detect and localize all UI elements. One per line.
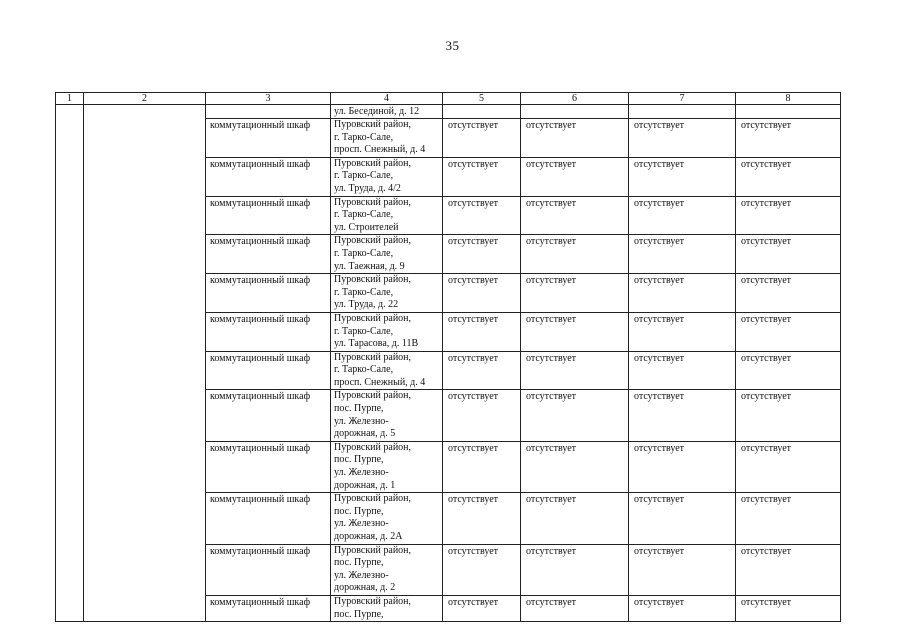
cell-c7-value: отсутствует	[629, 544, 736, 595]
cell-c7-value: отсутствует	[629, 595, 736, 621]
cell-c5-value: отсутствует	[443, 157, 521, 196]
address-line: дорожная, д. 2А	[334, 531, 403, 542]
column-header-6: 6	[521, 93, 629, 105]
cell-object-type: коммутационный шкаф	[206, 119, 331, 158]
cell-c5-value: отсутствует	[443, 595, 521, 621]
cell-address-continuation: ул. Бесединой, д. 12	[331, 105, 443, 119]
address-line: ул. Таежная, д. 9	[334, 260, 405, 272]
address-line: Пуровский район,	[334, 312, 412, 324]
cell-empty	[443, 105, 521, 119]
cell-address	[331, 351, 443, 390]
cell-col1-merged	[56, 105, 84, 622]
cell-c7-value: отсутствует	[629, 119, 736, 158]
cell-c6-value: отсутствует	[521, 119, 629, 158]
cell-col2-merged	[84, 105, 206, 622]
address-line: г. Тарко-Сале,	[334, 170, 394, 182]
cell-c7-value: отсутствует	[629, 274, 736, 313]
cell-object-type: коммутационный шкаф	[206, 441, 331, 492]
cell-address	[331, 441, 443, 492]
address-line: просп. Снежный, д. 4	[334, 376, 426, 388]
address-line: ул. Железно-	[334, 415, 389, 427]
cell-type-empty	[206, 105, 331, 119]
cell-c7-value: отсутствует	[629, 312, 736, 351]
cell-c8-value: отсутствует	[736, 274, 841, 313]
address-line: ул. Железно-	[334, 467, 389, 479]
column-header-2: 2	[84, 93, 206, 105]
cell-address	[331, 493, 443, 544]
cell-c5-value: отсутствует	[443, 390, 521, 441]
column-header-8: 8	[736, 93, 841, 105]
page-number: 35	[445, 38, 460, 53]
address-line: г. Тарко-Сале,	[334, 325, 394, 337]
address-line: ул. Труда, д. 4/2	[334, 182, 401, 194]
cell-c7-value: отсутствует	[629, 493, 736, 544]
cell-object-type: коммутационный шкаф	[206, 390, 331, 441]
cell-object-type: коммутационный шкаф	[206, 235, 331, 274]
column-header-7: 7	[629, 93, 736, 105]
address-line: г. Тарко-Сале,	[334, 209, 394, 221]
cell-c6-value: отсутствует	[521, 235, 629, 274]
cell-address	[331, 196, 443, 235]
cell-c7-value: отсутствует	[629, 157, 736, 196]
cell-c5-value: отсутствует	[443, 119, 521, 158]
table-body	[56, 105, 841, 622]
cell-c6-value: отсутствует	[521, 390, 629, 441]
address-line: Пуровский район,	[334, 351, 412, 363]
address-line: просп. Снежный, д. 4	[334, 144, 426, 156]
cell-object-type: коммутационный шкаф	[206, 595, 331, 621]
address-line: г. Тарко-Сале,	[334, 286, 394, 298]
address-line: Пуровский район,	[334, 493, 412, 505]
cell-address	[331, 312, 443, 351]
address-line: Пуровский район,	[334, 235, 412, 247]
cell-c6-value: отсутствует	[521, 351, 629, 390]
header-row	[56, 93, 841, 105]
cell-c7-value: отсутствует	[629, 196, 736, 235]
cell-c8-value: отсутствует	[736, 235, 841, 274]
cell-c6-value: отсутствует	[521, 274, 629, 313]
column-header-1: 1	[56, 93, 84, 105]
continuation-row	[56, 105, 841, 119]
cell-object-type: коммутационный шкаф	[206, 196, 331, 235]
cell-c7-value: отсутствует	[629, 390, 736, 441]
address-line: г. Тарко-Сале,	[334, 131, 394, 143]
cell-c5-value: отсутствует	[443, 493, 521, 544]
cell-c5-value: отсутствует	[443, 544, 521, 595]
cell-empty	[521, 105, 629, 119]
cell-c8-value: отсутствует	[736, 119, 841, 158]
cell-c6-value: отсутствует	[521, 441, 629, 492]
address-line: ул. Тарасова, д. 11В	[334, 338, 419, 350]
cell-address	[331, 119, 443, 158]
address-line: Пуровский район,	[334, 544, 412, 556]
cell-c6-value: отсутствует	[521, 595, 629, 621]
cell-c8-value: отсутствует	[736, 493, 841, 544]
address-line: Пуровский район,	[334, 441, 412, 453]
address-line: ул. Труда, д. 22	[334, 299, 399, 311]
cell-object-type: коммутационный шкаф	[206, 157, 331, 196]
address-line: пос. Пурпе,	[334, 454, 384, 466]
cell-address	[331, 390, 443, 441]
cell-object-type: коммутационный шкаф	[206, 544, 331, 595]
address-line: Пуровский район,	[334, 274, 412, 286]
cell-c8-value: отсутствует	[736, 390, 841, 441]
cell-c8-value: отсутствует	[736, 157, 841, 196]
cell-c8-value: отсутствует	[736, 351, 841, 390]
cell-address	[331, 274, 443, 313]
address-line: ул. Строителей	[334, 221, 399, 233]
cell-address	[331, 157, 443, 196]
data-table	[55, 92, 841, 622]
cell-empty	[736, 105, 841, 119]
address-line: ул. Железно-	[334, 569, 389, 581]
cell-c6-value: отсутствует	[521, 157, 629, 196]
cell-c5-value: отсутствует	[443, 196, 521, 235]
cell-c5-value: отсутствует	[443, 274, 521, 313]
address-line: пос. Пурпе,	[334, 505, 384, 517]
cell-address	[331, 235, 443, 274]
cell-empty	[629, 105, 736, 119]
address-line: Пуровский район,	[334, 157, 412, 169]
cell-c8-value: отсутствует	[736, 544, 841, 595]
address-line: Пуровский район,	[334, 196, 412, 208]
address-line: дорожная, д. 5	[334, 428, 396, 440]
cell-object-type: коммутационный шкаф	[206, 493, 331, 544]
address-line: г. Тарко-Сале,	[334, 364, 394, 376]
address-line: Пуровский район,	[334, 595, 412, 607]
cell-c5-value: отсутствует	[443, 235, 521, 274]
cell-c7-value: отсутствует	[629, 351, 736, 390]
address-line: дорожная, д. 1	[334, 479, 396, 491]
cell-c7-value: отсутствует	[629, 441, 736, 492]
cell-object-type: коммутационный шкаф	[206, 351, 331, 390]
column-header-4: 4	[331, 93, 443, 105]
cell-c6-value: отсутствует	[521, 544, 629, 595]
column-header-3: 3	[206, 93, 331, 105]
cell-c6-value: отсутствует	[521, 196, 629, 235]
address-line: Пуровский район,	[334, 119, 412, 130]
cell-c8-value: отсутствует	[736, 196, 841, 235]
cell-address	[331, 595, 443, 621]
cell-object-type: коммутационный шкаф	[206, 274, 331, 313]
cell-c7-value: отсутствует	[629, 235, 736, 274]
cell-c8-value: отсутствует	[736, 441, 841, 492]
address-line: пос. Пурпе,	[334, 608, 384, 620]
cell-c8-value: отсутствует	[736, 312, 841, 351]
cell-object-type: коммутационный шкаф	[206, 312, 331, 351]
address-line: ул. Железно-	[334, 518, 389, 530]
column-header-5: 5	[443, 93, 521, 105]
cell-address	[331, 544, 443, 595]
cell-c8-value: отсутствует	[736, 595, 841, 621]
cell-c5-value: отсутствует	[443, 351, 521, 390]
address-line: дорожная, д. 2	[334, 582, 396, 594]
address-line: пос. Пурпе,	[334, 557, 384, 569]
address-line: г. Тарко-Сале,	[334, 247, 394, 259]
cell-c5-value: отсутствует	[443, 441, 521, 492]
cell-c6-value: отсутствует	[521, 312, 629, 351]
address-line: Пуровский район,	[334, 390, 412, 402]
cell-c5-value: отсутствует	[443, 312, 521, 351]
address-line: пос. Пурпе,	[334, 403, 384, 415]
cell-c6-value: отсутствует	[521, 493, 629, 544]
